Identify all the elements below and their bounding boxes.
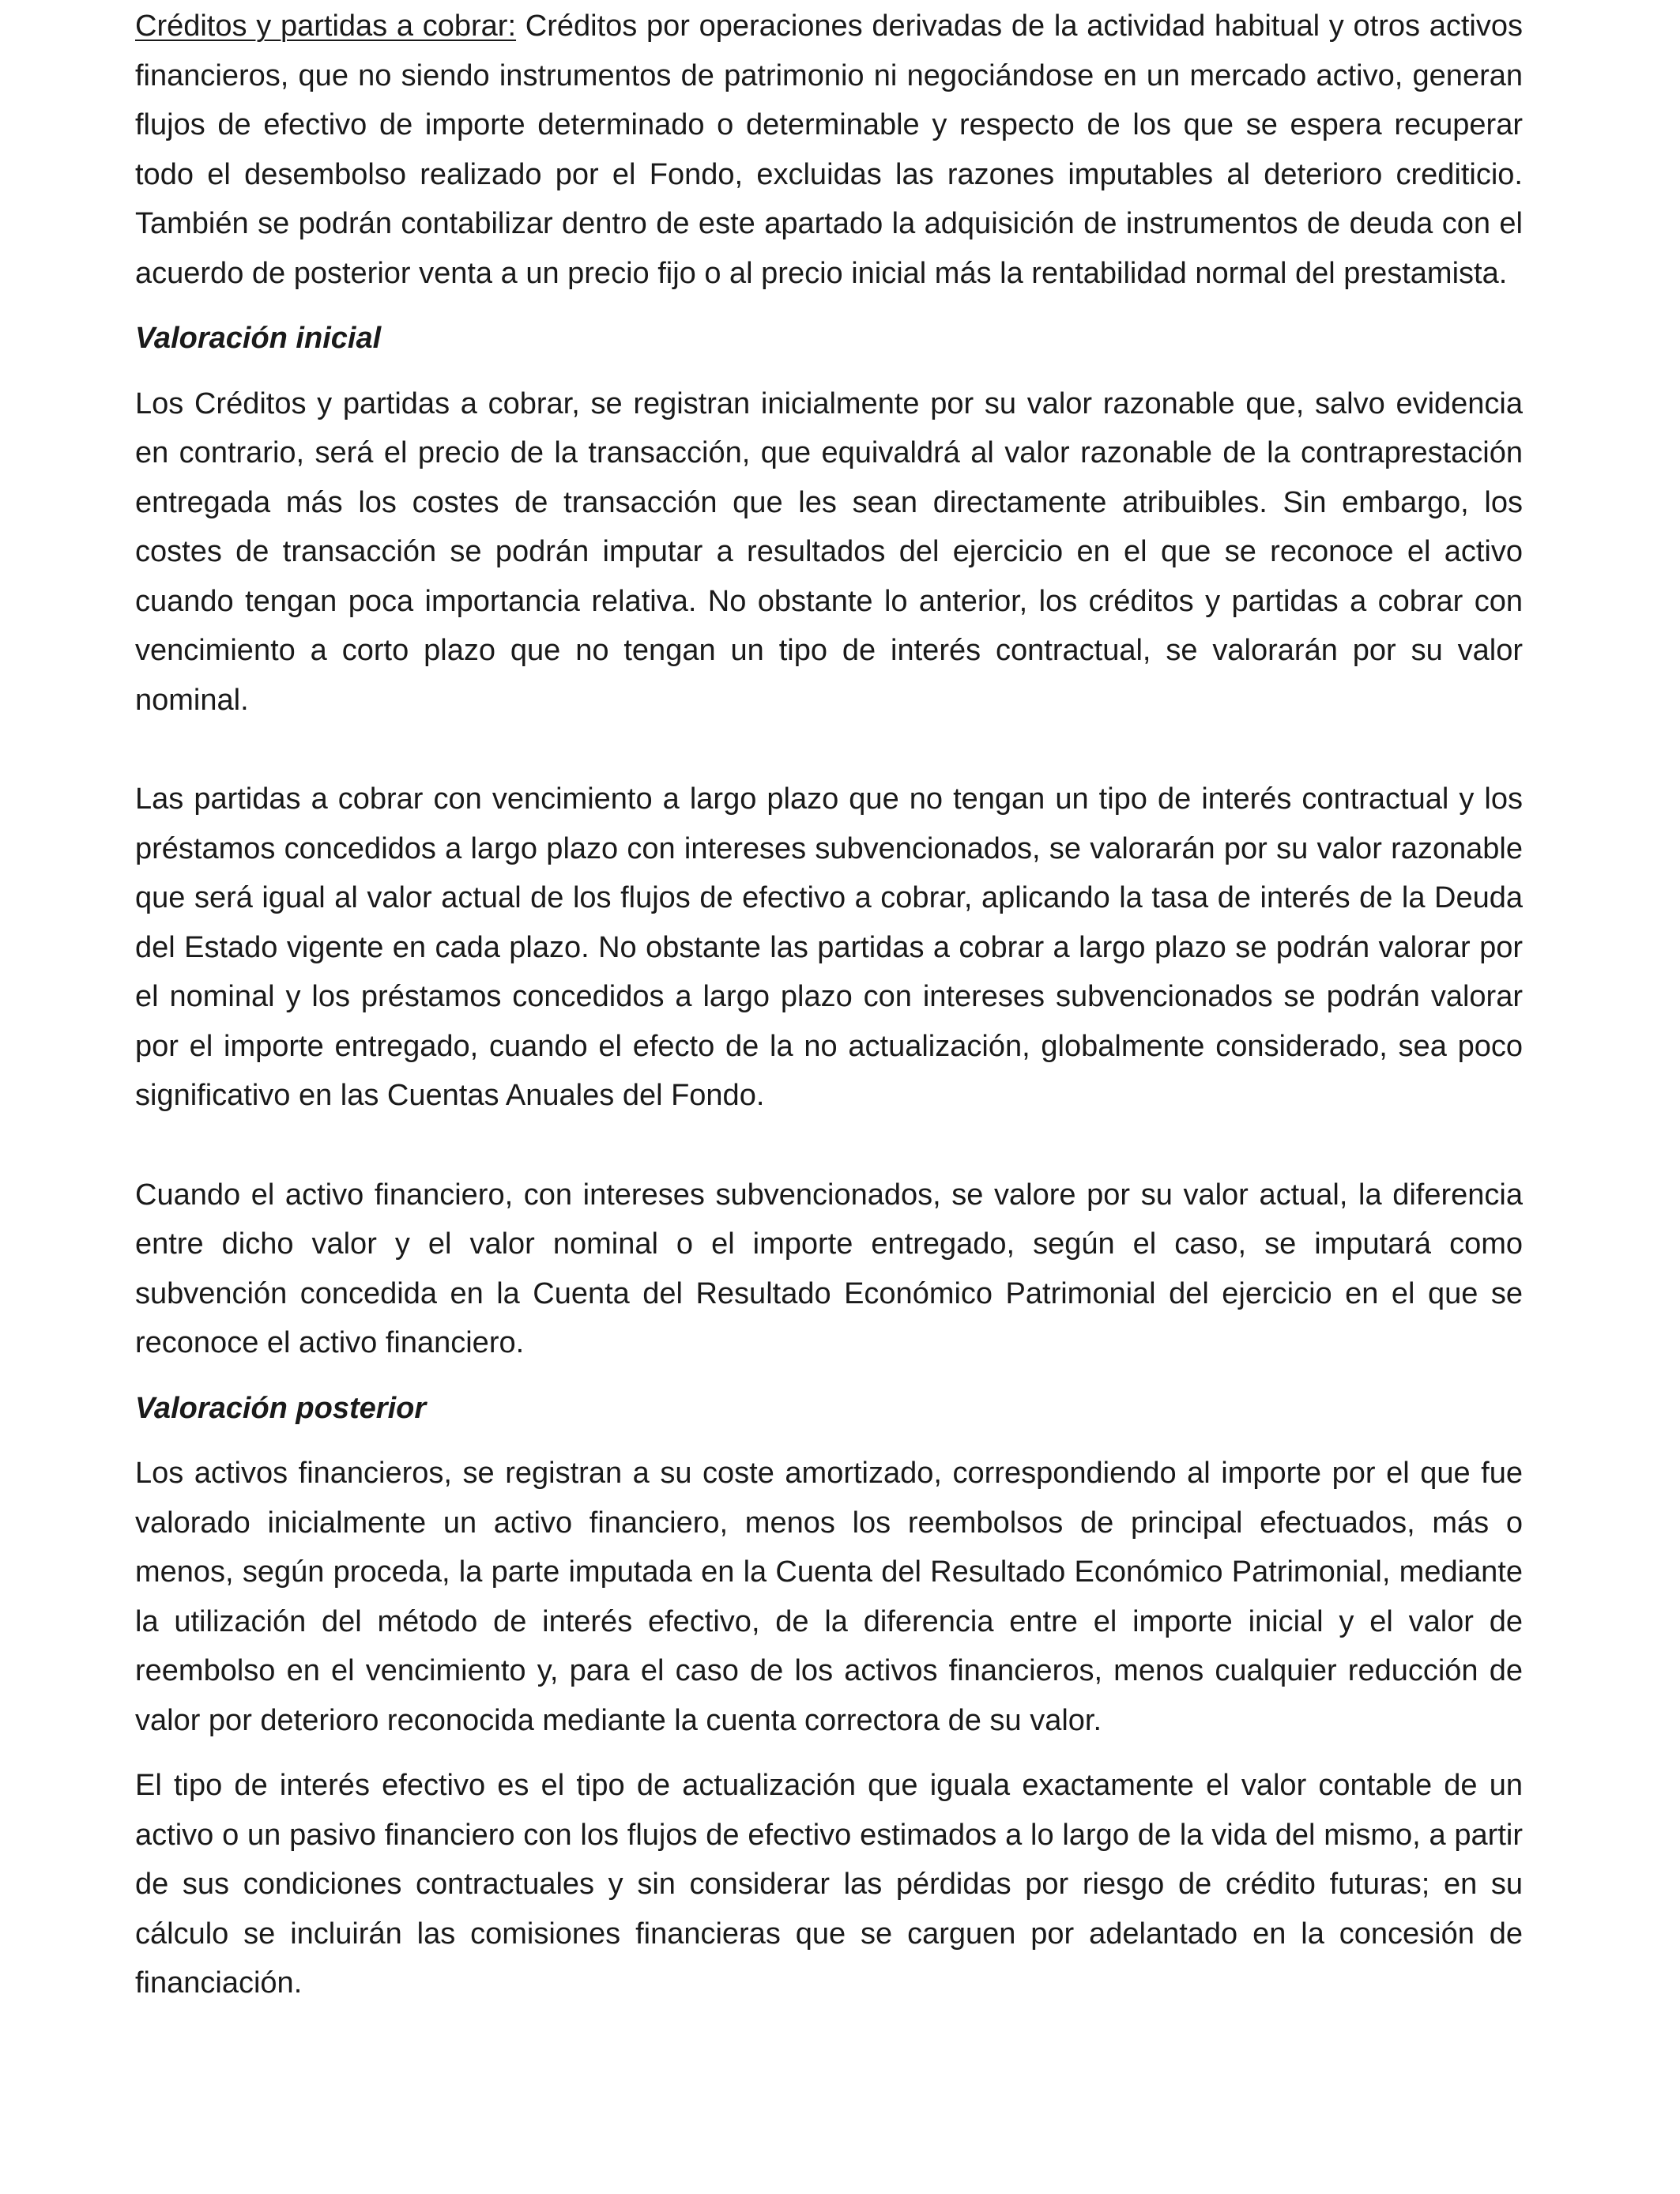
document-page <box>135 0 1523 2008</box>
intro-paragraph <box>135 0 1523 298</box>
subsequent-paragraph-1: Los activos financieros, se registran a su coste amortizado, correspondiendo al importe por el que fue valorado inicialmente un activo financiero, menos los reembolsos de principal efectuados, más o menos, según proceda, la parte imputada en la Cuenta del Resultado Económico Patrimonial, mediante la utilización del método de interés efectivo, de la diferencia entre el importe inicial y el valor de reembolso en el vencimiento y, para el caso de los activos financieros, menos cualquier reducción de valor por deterioro reconocida mediante la cuenta correctora de su valor. <box>135 1457 1523 1737</box>
intro-lead-term: Créditos y partidas a cobrar: <box>135 9 517 43</box>
section-heading-initial: Valoración inicial <box>135 322 382 355</box>
initial-paragraph-2: Las partidas a cobrar con vencimiento a largo plazo que no tengan un tipo de interés contractual y los préstamos concedidos a largo plazo con intereses subvencionados, se valorarán por su valor razonable que será igual al valor actual de los flujos de efectivo a cobrar, aplicando la tasa de interés de la Deuda del Estado vigente en cada plazo. No obstante las partidas a cobrar a largo plazo se podrán valorar por el nominal y los préstamos concedidos a largo plazo con intereses subvencionados se podrán valorar por el importe entregado, cuando el efecto de la no actualización, globalmente considerado, sea poco significativo en las Cuentas Anuales del Fondo. <box>135 782 1523 1112</box>
section-heading-subsequent: Valoración posterior <box>135 1391 427 1425</box>
subsequent-paragraph-2: El tipo de interés efectivo es el tipo de actualización que iguala exactamente el valor contable de un activo o un pasivo financiero con los flujos de efectivo estimados a lo largo de la vida del mismo, a partir de sus condiciones contractuales y sin considerar las pérdidas por riesgo de crédito futuras; en su cálculo se incluirán las comisiones financieras que se carguen por adelantado en la concesión de financiación. <box>135 1769 1523 2000</box>
intro-body-text: Créditos por operaciones derivadas de la actividad habitual y otros activos financieros, que no siendo instrumentos de patrimonio ni negociándose en un mercado activo, generan flujos de efectivo de importe determinado o determinable y respecto de los que se espera recuperar todo el desembolso realizado por el Fondo, excluidas las razones imputables al deterioro crediticio. También se podrán contabilizar dentro de este apartado la adquisición de instrumentos de deuda con el acuerdo de posterior venta a un precio fijo o al precio inicial más la rentabilidad normal del prestamista. <box>135 9 1523 290</box>
initial-paragraph-3: Cuando el activo financiero, con intereses subvencionados, se valore por su valor actual, la diferencia entre dicho valor y el valor nominal o el importe entregado, según el caso, se imputará como subvención concedida en la Cuenta del Resultado Económico Patrimonial del ejercicio en el que se reconoce el activo financiero. <box>135 1178 1523 1359</box>
initial-paragraph-1: Los Créditos y partidas a cobrar, se registran inicialmente por su valor razonable que, salvo evidencia en contrario, será el precio de la transacción, que equivaldrá al valor razonable de la contraprestación entregada más los costes de transacción que les sean directamente atribuibles. Sin embargo, los costes de transacción se podrán imputar a resultados del ejercicio en el que se reconoce el activo cuando tengan poca importancia relativa. No obstante lo anterior, los créditos y partidas a cobrar con vencimiento a corto plazo que no tengan un tipo de interés contractual, se valorarán por su valor nominal. <box>135 386 1523 717</box>
